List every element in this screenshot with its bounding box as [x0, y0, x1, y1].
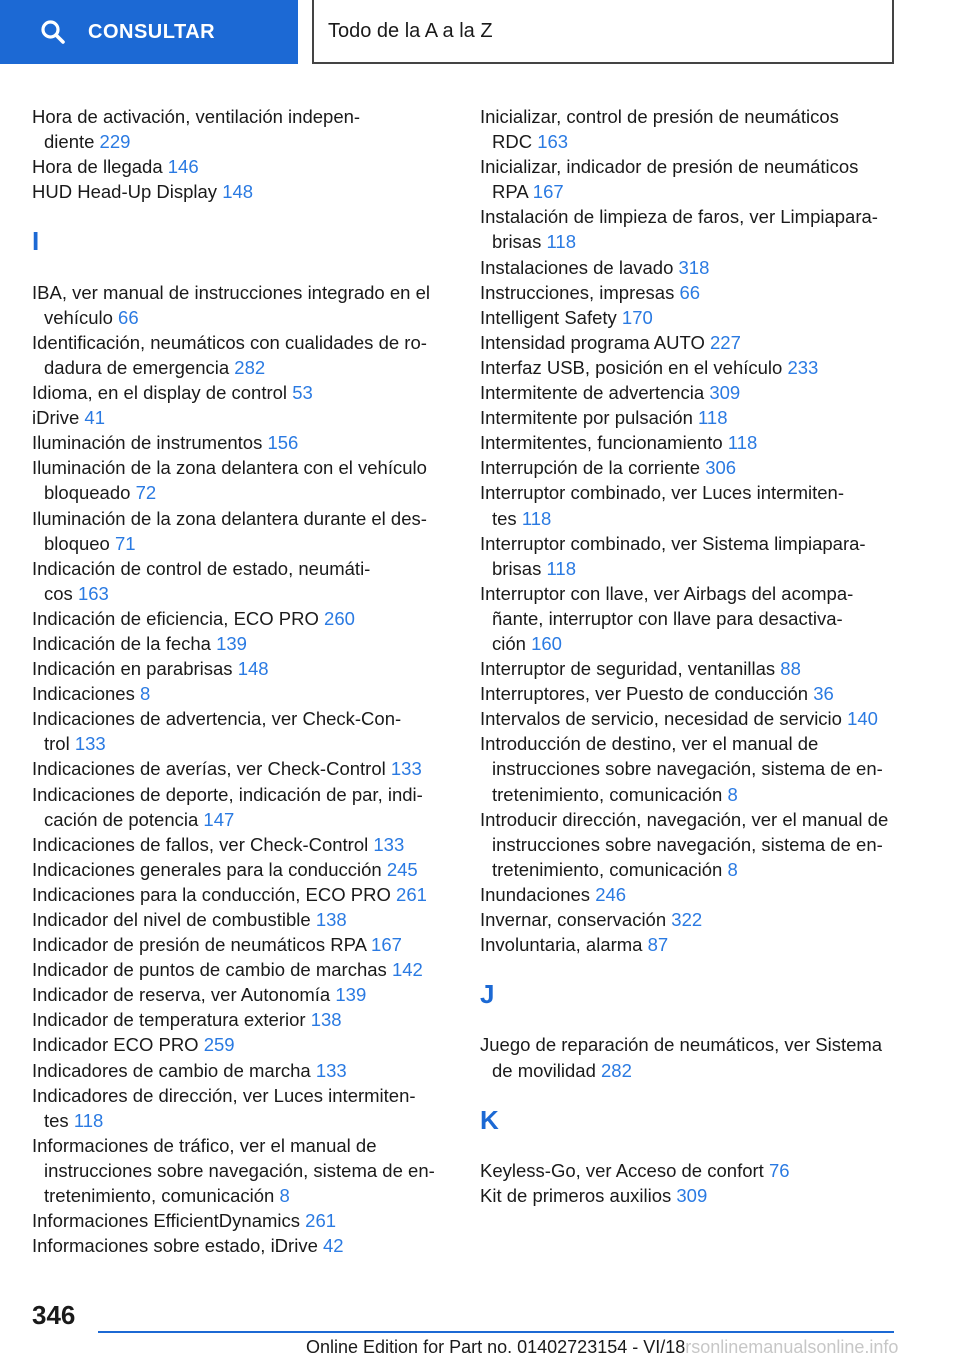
index-entry — [32, 179, 452, 204]
index-entry-term-continued: diente — [44, 131, 95, 153]
index-page-link[interactable]: 140 — [847, 708, 878, 730]
index-entry-term: Indicador del nivel de combustible — [32, 909, 311, 931]
index-entry — [32, 1208, 452, 1233]
index-entry — [32, 1007, 452, 1032]
index-page-link[interactable]: 227 — [710, 331, 741, 353]
index-entry-term: Indicaciones para la conducción, ECO PRO — [32, 883, 391, 905]
index-entry-term-continued: bloqueo — [44, 532, 110, 554]
index-page-link[interactable]: 133 — [315, 1059, 347, 1081]
index-entry — [480, 255, 900, 280]
index-page-link[interactable]: 138 — [315, 909, 347, 931]
index-entry — [480, 681, 900, 706]
index-page-link[interactable]: 72 — [135, 482, 157, 504]
index-entry-term: Interruptor combinado, ver Sistema limpiapara- — [480, 532, 866, 554]
index-page-link[interactable]: 163 — [537, 131, 569, 153]
index-entry — [480, 405, 900, 430]
index-entry-term: Kit de primeros auxilios — [480, 1185, 672, 1207]
index-entry-term-continued: instrucciones sobre navegación, sistema de en- — [492, 833, 883, 855]
index-page-link[interactable]: 139 — [335, 984, 367, 1006]
index-column-right — [480, 104, 900, 1208]
index-page-link[interactable]: 170 — [621, 306, 653, 328]
index-entry — [32, 706, 452, 756]
index-page-link[interactable]: 118 — [73, 1109, 104, 1131]
index-page-link[interactable]: 260 — [324, 607, 355, 629]
index-entry-term: Instrucciones, impresas — [480, 281, 675, 303]
index-entry-term-continued: instrucciones sobre navegación, sistema de en- — [492, 758, 883, 780]
index-page-link[interactable]: 233 — [787, 356, 819, 378]
index-entry — [480, 330, 900, 355]
index-entry — [32, 681, 452, 706]
index-entry-term-continued: bloqueado — [44, 482, 131, 504]
index-page-link[interactable]: 41 — [84, 407, 105, 429]
index-entry-term: Juego de reparación de neumáticos, ver Sistema — [480, 1034, 883, 1056]
index-entry-term: Indicador de reserva, ver Autonomía — [32, 984, 331, 1006]
index-entry — [480, 455, 900, 480]
index-entry — [480, 204, 900, 254]
index-entry — [32, 932, 452, 957]
index-entry-term-continued: trol — [44, 733, 70, 755]
index-entry — [32, 1133, 452, 1208]
index-entry-term: Intermitente de advertencia — [480, 382, 705, 404]
index-entry-term: Informaciones EfficientDynamics — [32, 1210, 301, 1232]
index-entry-term: Indicador de presión de neumáticos RPA — [32, 934, 366, 956]
index-entry-term-continued: RDC — [492, 131, 533, 153]
index-entry — [32, 857, 452, 882]
index-entry — [32, 405, 452, 430]
index-entry-term: Interruptor combinado, ver Luces intermiten- — [480, 482, 845, 504]
index-entry — [32, 455, 452, 505]
index-entry-term: Keyless-Go, ver Acceso de confort — [480, 1159, 764, 1181]
index-page-link[interactable]: 139 — [216, 632, 247, 654]
index-page-link[interactable]: 118 — [698, 407, 728, 429]
index-entry-term: Indicación de la fecha — [32, 632, 211, 654]
index-entry-term-continued: de movilidad — [492, 1059, 596, 1081]
index-column-left — [32, 104, 452, 1258]
index-entry — [480, 656, 900, 681]
index-entry-term-continued: dadura de emergencia — [44, 356, 230, 378]
footer-rule — [98, 1331, 894, 1333]
index-entry — [480, 932, 900, 957]
index-entry — [480, 706, 900, 731]
index-entry-term: Interrupción de la corriente — [480, 457, 701, 479]
index-entry-term-continued: instrucciones sobre navegación, sistema de en- — [44, 1159, 435, 1181]
index-page-link[interactable]: 309 — [709, 382, 741, 404]
index-page-link[interactable]: 261 — [396, 883, 427, 905]
index-entry — [32, 1058, 452, 1083]
index-entry — [32, 756, 452, 781]
consultar-label: CONSULTAR — [88, 20, 216, 43]
footer-watermark: rsonlinemanualsonline.info — [685, 1337, 899, 1357]
index-entry — [480, 430, 900, 455]
index-entry-term: Introducir dirección, navegación, ver el manual de — [480, 808, 889, 830]
index-entry-term-continued: brisas — [492, 231, 542, 253]
index-page-link[interactable]: 167 — [532, 181, 564, 203]
index-entry-term: HUD Head-Up Display — [32, 181, 218, 203]
index-page-link[interactable]: 167 — [371, 934, 402, 956]
section-title: Todo de la A a la Z — [328, 19, 493, 42]
index-entry-term: Indicación de eficiencia, ECO PRO — [32, 607, 319, 629]
index-entry — [32, 1083, 452, 1133]
index-entry-term-continued: tes — [44, 1109, 69, 1131]
index-entry — [480, 807, 900, 882]
section-title-box — [312, 0, 894, 64]
index-entry — [32, 957, 452, 982]
index-entry-term: Intermitentes, funcionamiento — [480, 432, 723, 454]
index-page-link[interactable]: 322 — [671, 909, 703, 930]
index-entry — [32, 782, 452, 832]
index-entry-term: Inundaciones — [480, 883, 591, 905]
index-page-link[interactable]: 118 — [546, 557, 576, 579]
index-page-link[interactable]: 261 — [305, 1210, 337, 1232]
index-entry-term: Indicador ECO PRO — [32, 1034, 199, 1056]
index-page-link[interactable]: 8 — [279, 1185, 290, 1207]
index-entry — [480, 480, 900, 530]
index-entry — [480, 1032, 900, 1082]
index-page-link[interactable]: 138 — [310, 1009, 342, 1031]
index-entry-term: Involuntaria, alarma — [480, 934, 643, 956]
index-letter-heading: J — [480, 979, 495, 1010]
index-entry-term: Interruptores, ver Puesto de conducción — [480, 683, 809, 705]
index-entry — [32, 656, 452, 681]
index-entry-term: IBA, ver manual de instrucciones integrado en el — [32, 281, 430, 303]
index-entry — [480, 581, 900, 656]
index-entry-term: Interruptor de seguridad, ventanillas — [480, 658, 776, 680]
index-entry — [32, 380, 452, 405]
index-page-link[interactable]: 133 — [390, 758, 422, 780]
index-page-link[interactable]: 53 — [292, 382, 313, 404]
index-entry-term: Informaciones sobre estado, iDrive — [32, 1235, 318, 1257]
index-entry-term: Intervalos de servicio, necesidad de servicio — [480, 708, 842, 730]
index-entry-term: Idioma, en el display de control — [32, 382, 288, 404]
index-page-link[interactable]: 318 — [678, 256, 710, 278]
index-entry-term: Indicador de puntos de cambio de marchas — [32, 959, 387, 981]
index-entry — [32, 982, 452, 1007]
index-page-link[interactable]: 71 — [114, 532, 136, 554]
index-entry — [32, 280, 452, 330]
index-entry — [480, 104, 900, 154]
index-entry — [480, 380, 900, 405]
index-entry-term: Inicializar, indicador de presión de neumáticos — [480, 156, 859, 178]
index-entry — [32, 631, 452, 656]
index-page-link[interactable]: 133 — [74, 733, 106, 755]
index-entry-term: Interfaz USB, posición en el vehículo — [480, 356, 783, 378]
index-entry — [480, 154, 900, 204]
index-entry-term: Iluminación de la zona delantera con el vehículo — [32, 457, 427, 479]
index-entry — [32, 882, 452, 907]
index-page-link[interactable]: 156 — [267, 432, 299, 454]
consultar-button[interactable] — [0, 0, 298, 64]
index-page-link[interactable]: 8 — [139, 683, 151, 705]
index-entry-term-continued: vehículo — [44, 306, 113, 328]
index-page-link[interactable]: 148 — [237, 658, 269, 680]
index-entry-term: Intelligent Safety — [480, 306, 617, 328]
index-entry-term: Inicializar, control de presión de neumáticos — [480, 106, 839, 127]
index-entry-term: Indicaciones generales para la conducción — [32, 858, 382, 880]
index-entry-term: Hora de activación, ventilación indepen- — [32, 106, 361, 127]
index-entry-term: Indicadores de cambio de marcha — [32, 1059, 311, 1081]
index-page-link[interactable]: 66 — [118, 306, 139, 328]
index-page-link[interactable]: 133 — [373, 833, 405, 855]
index-entry — [32, 832, 452, 857]
index-entry-term-continued: cación de potencia — [44, 808, 199, 830]
index-page-link[interactable]: 118 — [546, 231, 576, 253]
index-page-link[interactable]: 229 — [99, 131, 131, 153]
index-entry — [480, 907, 900, 932]
index-page-link[interactable]: 246 — [595, 883, 627, 905]
index-entry-term: Indicaciones de fallos, ver Check-Control — [32, 833, 369, 855]
index-entry — [480, 355, 900, 380]
index-entry-term-continued: ción — [492, 632, 526, 654]
index-entry-term: iDrive — [32, 407, 80, 429]
index-page-link[interactable]: 282 — [234, 356, 266, 378]
index-entry-term-continued: tretenimiento, comunicación — [44, 1185, 275, 1207]
index-page-link[interactable]: 147 — [203, 808, 235, 830]
index-entry-term-continued: cos — [44, 582, 73, 604]
index-page-link[interactable]: 160 — [531, 632, 562, 654]
index-entry-term-continued: brisas — [492, 557, 542, 579]
index-entry-term-continued: ñante, interruptor con llave para desactiva- — [492, 607, 843, 629]
index-page-link[interactable]: 163 — [77, 582, 109, 604]
index-page-link[interactable]: 309 — [676, 1185, 708, 1207]
index-page-link[interactable]: 8 — [727, 783, 738, 805]
index-entry — [32, 907, 452, 932]
index-entry — [32, 606, 452, 631]
index-entry — [480, 531, 900, 581]
index-entry-term: Invernar, conservación — [480, 909, 667, 930]
index-entry-term: Instalaciones de lavado — [480, 256, 674, 278]
index-entry — [480, 1183, 900, 1208]
index-entry-term: Instalación de limpieza de faros, ver Limpiapara- — [480, 206, 878, 228]
index-entry — [480, 280, 900, 305]
page-number: 346 — [32, 1300, 76, 1330]
index-entry-term: Hora de llegada — [32, 156, 163, 178]
index-entry — [32, 556, 452, 606]
index-entry-term: Intensidad programa AUTO — [480, 331, 705, 353]
index-entry — [480, 882, 900, 907]
index-page-link[interactable]: 306 — [705, 457, 737, 479]
index-entry-term: Iluminación de instrumentos — [32, 432, 263, 454]
index-entry — [32, 430, 452, 455]
index-page-link[interactable]: 87 — [647, 934, 669, 956]
index-page-link[interactable]: 8 — [727, 858, 738, 880]
index-entry-term-continued: tretenimiento, comunicación — [492, 858, 723, 880]
index-page-link[interactable]: 36 — [813, 683, 834, 705]
index-entry-term: Introducción de destino, ver el manual de — [480, 733, 819, 755]
index-entry — [480, 305, 900, 330]
index-page-link[interactable]: 118 — [521, 507, 552, 529]
index-entry — [32, 330, 452, 380]
index-page-link[interactable]: 259 — [203, 1034, 235, 1056]
index-page-link[interactable]: 148 — [222, 181, 254, 203]
index-entry-term-continued: tretenimiento, comunicación — [492, 783, 723, 805]
index-letter-heading: I — [32, 226, 40, 257]
index-entry-term: Indicación en parabrisas — [32, 658, 233, 680]
index-entry — [32, 104, 452, 154]
index-entry-term: Intermitente por pulsación — [480, 407, 693, 429]
page-header — [0, 0, 960, 66]
footer-edition-text: Online Edition for Part no. 01402723154 - VI/18 — [306, 1337, 686, 1357]
index-page-link[interactable]: 142 — [391, 959, 423, 981]
index-entry-term-continued: RPA — [492, 181, 528, 203]
index-page-link[interactable]: 282 — [601, 1059, 632, 1081]
index-entry-term: Informaciones de tráfico, ver el manual de — [32, 1134, 377, 1156]
index-entry-term: Indicadores de dirección, ver Luces intermiten- — [32, 1084, 416, 1106]
index-page-link[interactable]: 146 — [167, 156, 199, 178]
index-page-link[interactable]: 245 — [386, 858, 418, 880]
index-entry-term: Indicaciones de deporte, indicación de par, indi- — [32, 783, 423, 805]
index-page-link[interactable]: 88 — [780, 658, 801, 680]
index-entry-term: Indicaciones — [32, 683, 135, 705]
index-page-link[interactable]: 42 — [323, 1235, 344, 1257]
index-entry-term-continued: tes — [492, 507, 517, 529]
index-page-link[interactable]: 66 — [679, 281, 701, 303]
index-entry-term: Indicación de control de estado, neumáti- — [32, 557, 371, 579]
index-entry-term: Indicaciones de advertencia, ver Check-Con- — [32, 708, 402, 730]
index-entry-term: Indicador de temperatura exterior — [32, 1009, 306, 1031]
index-page-link[interactable]: 76 — [768, 1159, 790, 1181]
index-entry — [32, 1233, 452, 1258]
index-letter-heading: K — [480, 1104, 499, 1135]
index-entry — [480, 731, 900, 806]
search-icon — [40, 19, 66, 45]
index-entry-term: Indicaciones de averías, ver Check-Control — [32, 758, 386, 780]
index-entry — [32, 506, 452, 556]
index-page-link[interactable]: 118 — [727, 432, 758, 454]
index-entry-term: Iluminación de la zona delantera durante el des- — [32, 507, 427, 529]
index-entry-term: Interruptor con llave, ver Airbags del acompa- — [480, 582, 854, 604]
footer-edition — [306, 1337, 898, 1358]
index-entry — [480, 1158, 900, 1183]
index-entry — [32, 1032, 452, 1057]
index-entry — [32, 154, 452, 179]
index-entry-term: Identificación, neumáticos con cualidades de ro- — [32, 331, 427, 353]
